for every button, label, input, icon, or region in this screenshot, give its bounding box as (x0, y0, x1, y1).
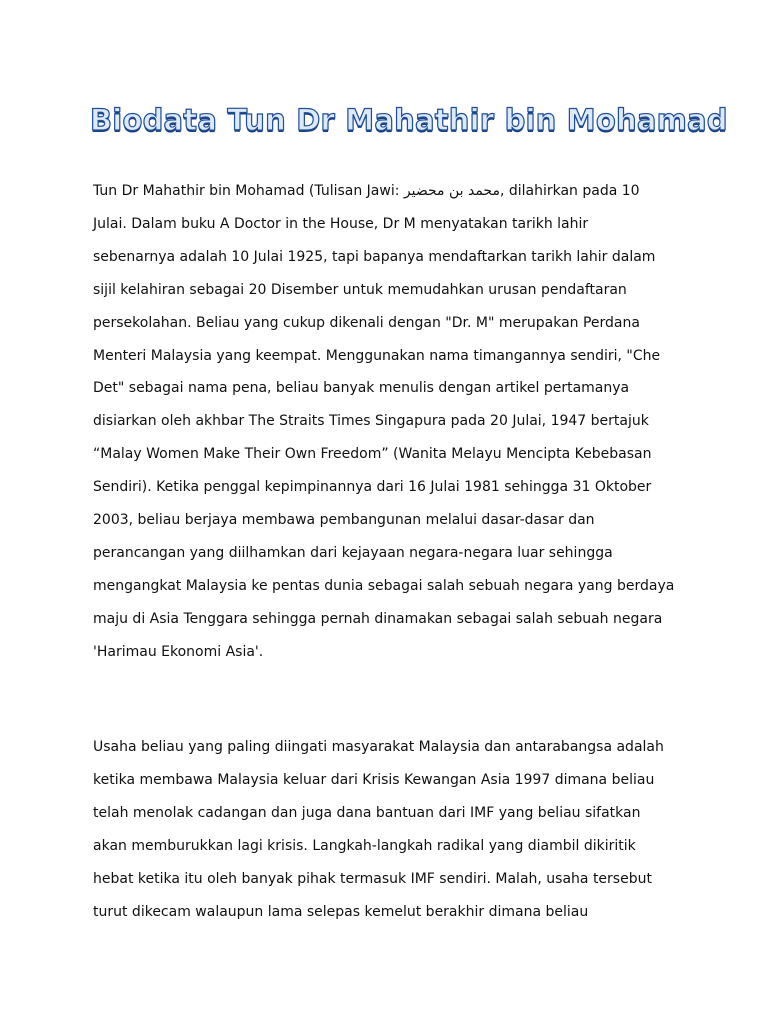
paragraph-2-line-6: turut dikecam walaupun lama selepas kemelut berakhir dimana beliau (93, 903, 589, 920)
paragraph-2 (93, 731, 683, 928)
paragraph-2-line-5: hebat ketika itu oleh banyak pihak termasuk IMF sendiri. Malah, usaha tersebut (93, 870, 652, 887)
paragraph-1-line-7: Det" sebagai nama pena, beliau banyak menulis dengan artikel pertamanya (93, 380, 630, 397)
paragraph-1-line-13: mengangkat Malaysia ke pentas dunia sebagai salah sebuah negara yang berdaya (93, 577, 675, 594)
paragraph-1-line-3: sebenarnya adalah 10 Julai 1925, tapi bapanya mendaftarkan tarikh lahir dalam (93, 248, 656, 265)
paragraph-1-line-4: sijil kelahiran sebagai 20 Disember untuk memudahkan urusan pendaftaran (93, 281, 627, 298)
paragraph-1-line-11: 2003, beliau berjaya membawa pembangunan melalui dasar-dasar dan (93, 512, 595, 529)
paragraph-1-line-1: Tun Dr Mahathir bin Mohamad (Tulisan Jawi: محمد بن محضير, dilahirkan pada 10 (93, 183, 640, 199)
title-container (90, 96, 728, 144)
paragraph-2-line-3: telah menolak cadangan dan juga dana bantuan dari IMF yang beliau sifatkan (93, 804, 641, 821)
paragraph-1-line-15: 'Harimau Ekonomi Asia'. (93, 643, 264, 660)
document-title: Biodata Tun Dr Mahathir bin Mohamad (90, 103, 728, 137)
paragraph-2-line-4: akan memburukkan lagi krisis. Langkah-langkah radikal yang diambil dikiritik (93, 837, 636, 854)
paragraph-1 (93, 175, 683, 669)
paragraph-1-line-14: maju di Asia Tenggara sehingga pernah dinamakan sebagai salah sebuah negara (93, 610, 663, 627)
paragraph-1-line-5: persekolahan. Beliau yang cukup dikenali dengan "Dr. M" merupakan Perdana (93, 314, 640, 331)
paragraph-1-line-10: Sendiri). Ketika penggal kepimpinannya dari 16 Julai 1981 sehingga 31 Oktober (93, 479, 652, 496)
paragraph-1-line-12: perancangan yang diilhamkan dari kejayaan negara-negara luar sehingga (93, 544, 613, 561)
paragraph-1-line-6: Menteri Malaysia yang keempat. Menggunakan nama timangannya sendiri, "Che (93, 347, 661, 364)
paragraph-2-line-2: ketika membawa Malaysia keluar dari Krisis Kewangan Asia 1997 dimana beliau (93, 771, 655, 788)
paragraph-2-line-1: Usaha beliau yang paling diingati masyarakat Malaysia dan antarabangsa adalah (93, 739, 664, 755)
paragraph-1-line-8: disiarkan oleh akhbar The Straits Times Singapura pada 20 Julai, 1947 bertajuk (93, 413, 649, 430)
paragraph-1-line-9: “Malay Women Make Their Own Freedom” (Wanita Melayu Mencipta Kebebasan (93, 446, 652, 463)
paragraph-1-line-2: Julai. Dalam buku A Doctor in the House, Dr M menyatakan tarikh lahir (93, 215, 589, 232)
